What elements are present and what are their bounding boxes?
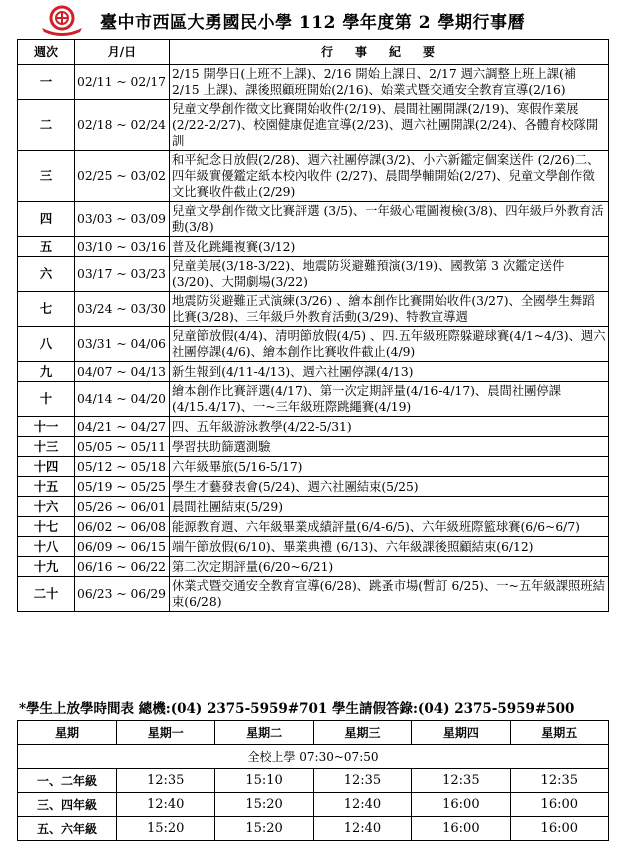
week-cell: 十五 (18, 477, 75, 497)
table-row (18, 382, 609, 417)
event-cell: 四、五年級游泳教學(4/22-5/31) (170, 417, 609, 437)
grade-label: 五、六年級 (18, 817, 117, 841)
event-cell: 地震防災避難正式演練(3/26) 、繪本創作比賽開始收件(3/27)、全國學生舞蹈比賽(3/28)、三年級戶外教育活動(3/29)、特教宣導週 (170, 292, 609, 327)
schedule-header-cell: 星期一 (117, 721, 215, 745)
event-cell: 繪本創作比賽評選(4/17)、第一次定期評量(4/16-4/17)、晨間社團停課(4/15.4/17)、一~三年級班際跳繩賽(4/19) (170, 382, 609, 417)
table-row (18, 362, 609, 382)
week-cell: 二 (18, 100, 75, 151)
event-cell: 普及化跳繩複賽(3/12) (170, 237, 609, 257)
event-cell: 兒童文學創作徵文比賽開始收件(2/19)、晨間社團開課(2/19)、寒假作業展(2/22-2/27)、校園健康促進宣導(2/23)、週六社團開課(2/24)、各體育校隊開訓 (170, 100, 609, 151)
date-cell: 05/12 ~ 05/18 (75, 457, 170, 477)
schedule-row (18, 817, 609, 841)
dismissal-time: 12:35 (510, 769, 608, 793)
date-cell: 03/10 ~ 03/16 (75, 237, 170, 257)
calendar-table (17, 39, 609, 612)
schedule-row (18, 793, 609, 817)
event-cell: 和平紀念日放假(2/28)、週六社團停課(3/2)、小六新鑑定個案送件 (2/26)二、四年級實優鑑定紙本校內收件 (2/27)、晨間學輔開始(2/27)、兒童文學創作徵文比賽收件截止(2/29) (170, 151, 609, 202)
school-logo-icon (40, 4, 84, 36)
week-cell: 十七 (18, 517, 75, 537)
table-row (18, 537, 609, 557)
schedule-table (17, 720, 609, 841)
table-row (18, 477, 609, 497)
arrival-time: 全校上學 07:30~07:50 (18, 745, 609, 769)
event-cell: 學生才藝發表會(5/24)、週六社團結束(5/25) (170, 477, 609, 497)
event-cell: 晨間社團結束(5/29) (170, 497, 609, 517)
table-row (18, 237, 609, 257)
date-cell: 05/26 ~ 06/01 (75, 497, 170, 517)
date-cell: 03/03 ~ 03/09 (75, 202, 170, 237)
table-row (18, 417, 609, 437)
dismissal-time: 12:40 (313, 793, 411, 817)
week-cell: 十 (18, 382, 75, 417)
arrival-row (18, 745, 609, 769)
week-cell: 十九 (18, 557, 75, 577)
grade-label: 三、四年級 (18, 793, 117, 817)
dismissal-time: 12:40 (313, 817, 411, 841)
table-row (18, 202, 609, 237)
table-row (18, 437, 609, 457)
date-cell: 04/14 ~ 04/20 (75, 382, 170, 417)
dismissal-time: 15:10 (215, 769, 313, 793)
grade-label: 一、二年級 (18, 769, 117, 793)
week-cell: 一 (18, 65, 75, 100)
schedule-header-cell: 星期五 (510, 721, 608, 745)
date-cell: 04/21 ~ 04/27 (75, 417, 170, 437)
table-row (18, 292, 609, 327)
dismissal-time: 16:00 (412, 817, 510, 841)
schedule-header-cell: 星期四 (412, 721, 510, 745)
date-cell: 06/23 ~ 06/29 (75, 577, 170, 612)
week-cell: 十三 (18, 437, 75, 457)
event-cell: 休業式暨交通安全教育宣導(6/28)、跳蚤市場(暫訂 6/25)、一~五年級課照班結束(6/28) (170, 577, 609, 612)
date-cell: 02/25 ~ 03/02 (75, 151, 170, 202)
table-row (18, 517, 609, 537)
header-event: 行事紀要 (170, 40, 609, 65)
event-cell: 兒童文學創作徵文比賽評選 (3/5)、一年級心電圖複檢(3/8)、四年級戶外教育活動(3/8) (170, 202, 609, 237)
date-cell: 03/17 ~ 03/23 (75, 257, 170, 292)
date-cell: 04/07 ~ 04/13 (75, 362, 170, 382)
event-cell: 學習扶助篩選測驗 (170, 437, 609, 457)
event-cell: 端午節放假(6/10)、畢業典禮 (6/13)、六年級課後照顧結束(6/12) (170, 537, 609, 557)
week-cell: 四 (18, 202, 75, 237)
table-row (18, 497, 609, 517)
date-cell: 02/18 ~ 02/24 (75, 100, 170, 151)
date-cell: 06/09 ~ 06/15 (75, 537, 170, 557)
table-row (18, 557, 609, 577)
dismissal-time: 12:35 (117, 769, 215, 793)
date-cell: 05/19 ~ 05/25 (75, 477, 170, 497)
event-cell: 第二次定期評量(6/20~6/21) (170, 557, 609, 577)
date-cell: 03/24 ~ 03/30 (75, 292, 170, 327)
table-row (18, 65, 609, 100)
schedule-header-cell: 星期二 (215, 721, 313, 745)
date-cell: 05/05 ~ 05/11 (75, 437, 170, 457)
week-cell: 十四 (18, 457, 75, 477)
date-cell: 03/31 ~ 04/06 (75, 327, 170, 362)
dismissal-time: 16:00 (412, 793, 510, 817)
table-row (18, 257, 609, 292)
week-cell: 三 (18, 151, 75, 202)
event-cell: 新生報到(4/11-4/13)、週六社團停課(4/13) (170, 362, 609, 382)
event-cell: 兒童美展(3/18-3/22)、地震防災避難預演(3/19)、國教第 3 次鑑定送件 (3/20)、大開劇場(3/22) (170, 257, 609, 292)
table-row (18, 151, 609, 202)
schedule-header-row (18, 721, 609, 745)
table-row (18, 100, 609, 151)
dismissal-time: 12:35 (313, 769, 411, 793)
header-week: 週次 (18, 40, 75, 65)
table-header-row (18, 40, 609, 65)
week-cell: 五 (18, 237, 75, 257)
event-cell: 2/15 開學日(上班不上課)、2/16 開始上課日、2/17 週六調整上班上課(補 2/15 上課)、課後照顧班開始(2/16)、始業式暨交通安全教育宣導(2/16) (170, 65, 609, 100)
page-title: 臺中市西區大勇國民小學 112 學年度第 2 學期行事曆 (100, 13, 525, 33)
schedule-row (18, 769, 609, 793)
date-cell: 06/16 ~ 06/22 (75, 557, 170, 577)
week-cell: 八 (18, 327, 75, 362)
event-cell: 六年級畢旅(5/16-5/17) (170, 457, 609, 477)
dismissal-time: 16:00 (510, 793, 608, 817)
week-cell: 九 (18, 362, 75, 382)
contact-info: *學生上放學時間表 總機:(04) 2375-5959#701 學生請假答錄:(04) 2375-5959#500 (19, 701, 575, 717)
table-row (18, 457, 609, 477)
schedule-header-cell: 星期 (18, 721, 117, 745)
week-cell: 六 (18, 257, 75, 292)
dismissal-time: 12:35 (412, 769, 510, 793)
dismissal-time: 16:00 (510, 817, 608, 841)
table-row (18, 327, 609, 362)
date-cell: 06/02 ~ 06/08 (75, 517, 170, 537)
event-cell: 能源教育週、六年級畢業成績評量(6/4-6/5)、六年級班際籃球賽(6/6~6/7) (170, 517, 609, 537)
schedule-header-cell: 星期三 (313, 721, 411, 745)
table-row (18, 577, 609, 612)
week-cell: 十六 (18, 497, 75, 517)
header-date: 月/日 (75, 40, 170, 65)
event-cell: 兒童節放假(4/4)、清明節放假(4/5) 、四.五年級班際躲避球賽(4/1~4/3)、週六社團停課(4/6)、繪本創作比賽收件截止(4/9) (170, 327, 609, 362)
week-cell: 七 (18, 292, 75, 327)
dismissal-time: 15:20 (215, 793, 313, 817)
dismissal-time: 12:40 (117, 793, 215, 817)
week-cell: 十八 (18, 537, 75, 557)
week-cell: 十一 (18, 417, 75, 437)
date-cell: 02/11 ~ 02/17 (75, 65, 170, 100)
dismissal-time: 15:20 (215, 817, 313, 841)
dismissal-time: 15:20 (117, 817, 215, 841)
page-header (0, 0, 624, 38)
week-cell: 二十 (18, 577, 75, 612)
